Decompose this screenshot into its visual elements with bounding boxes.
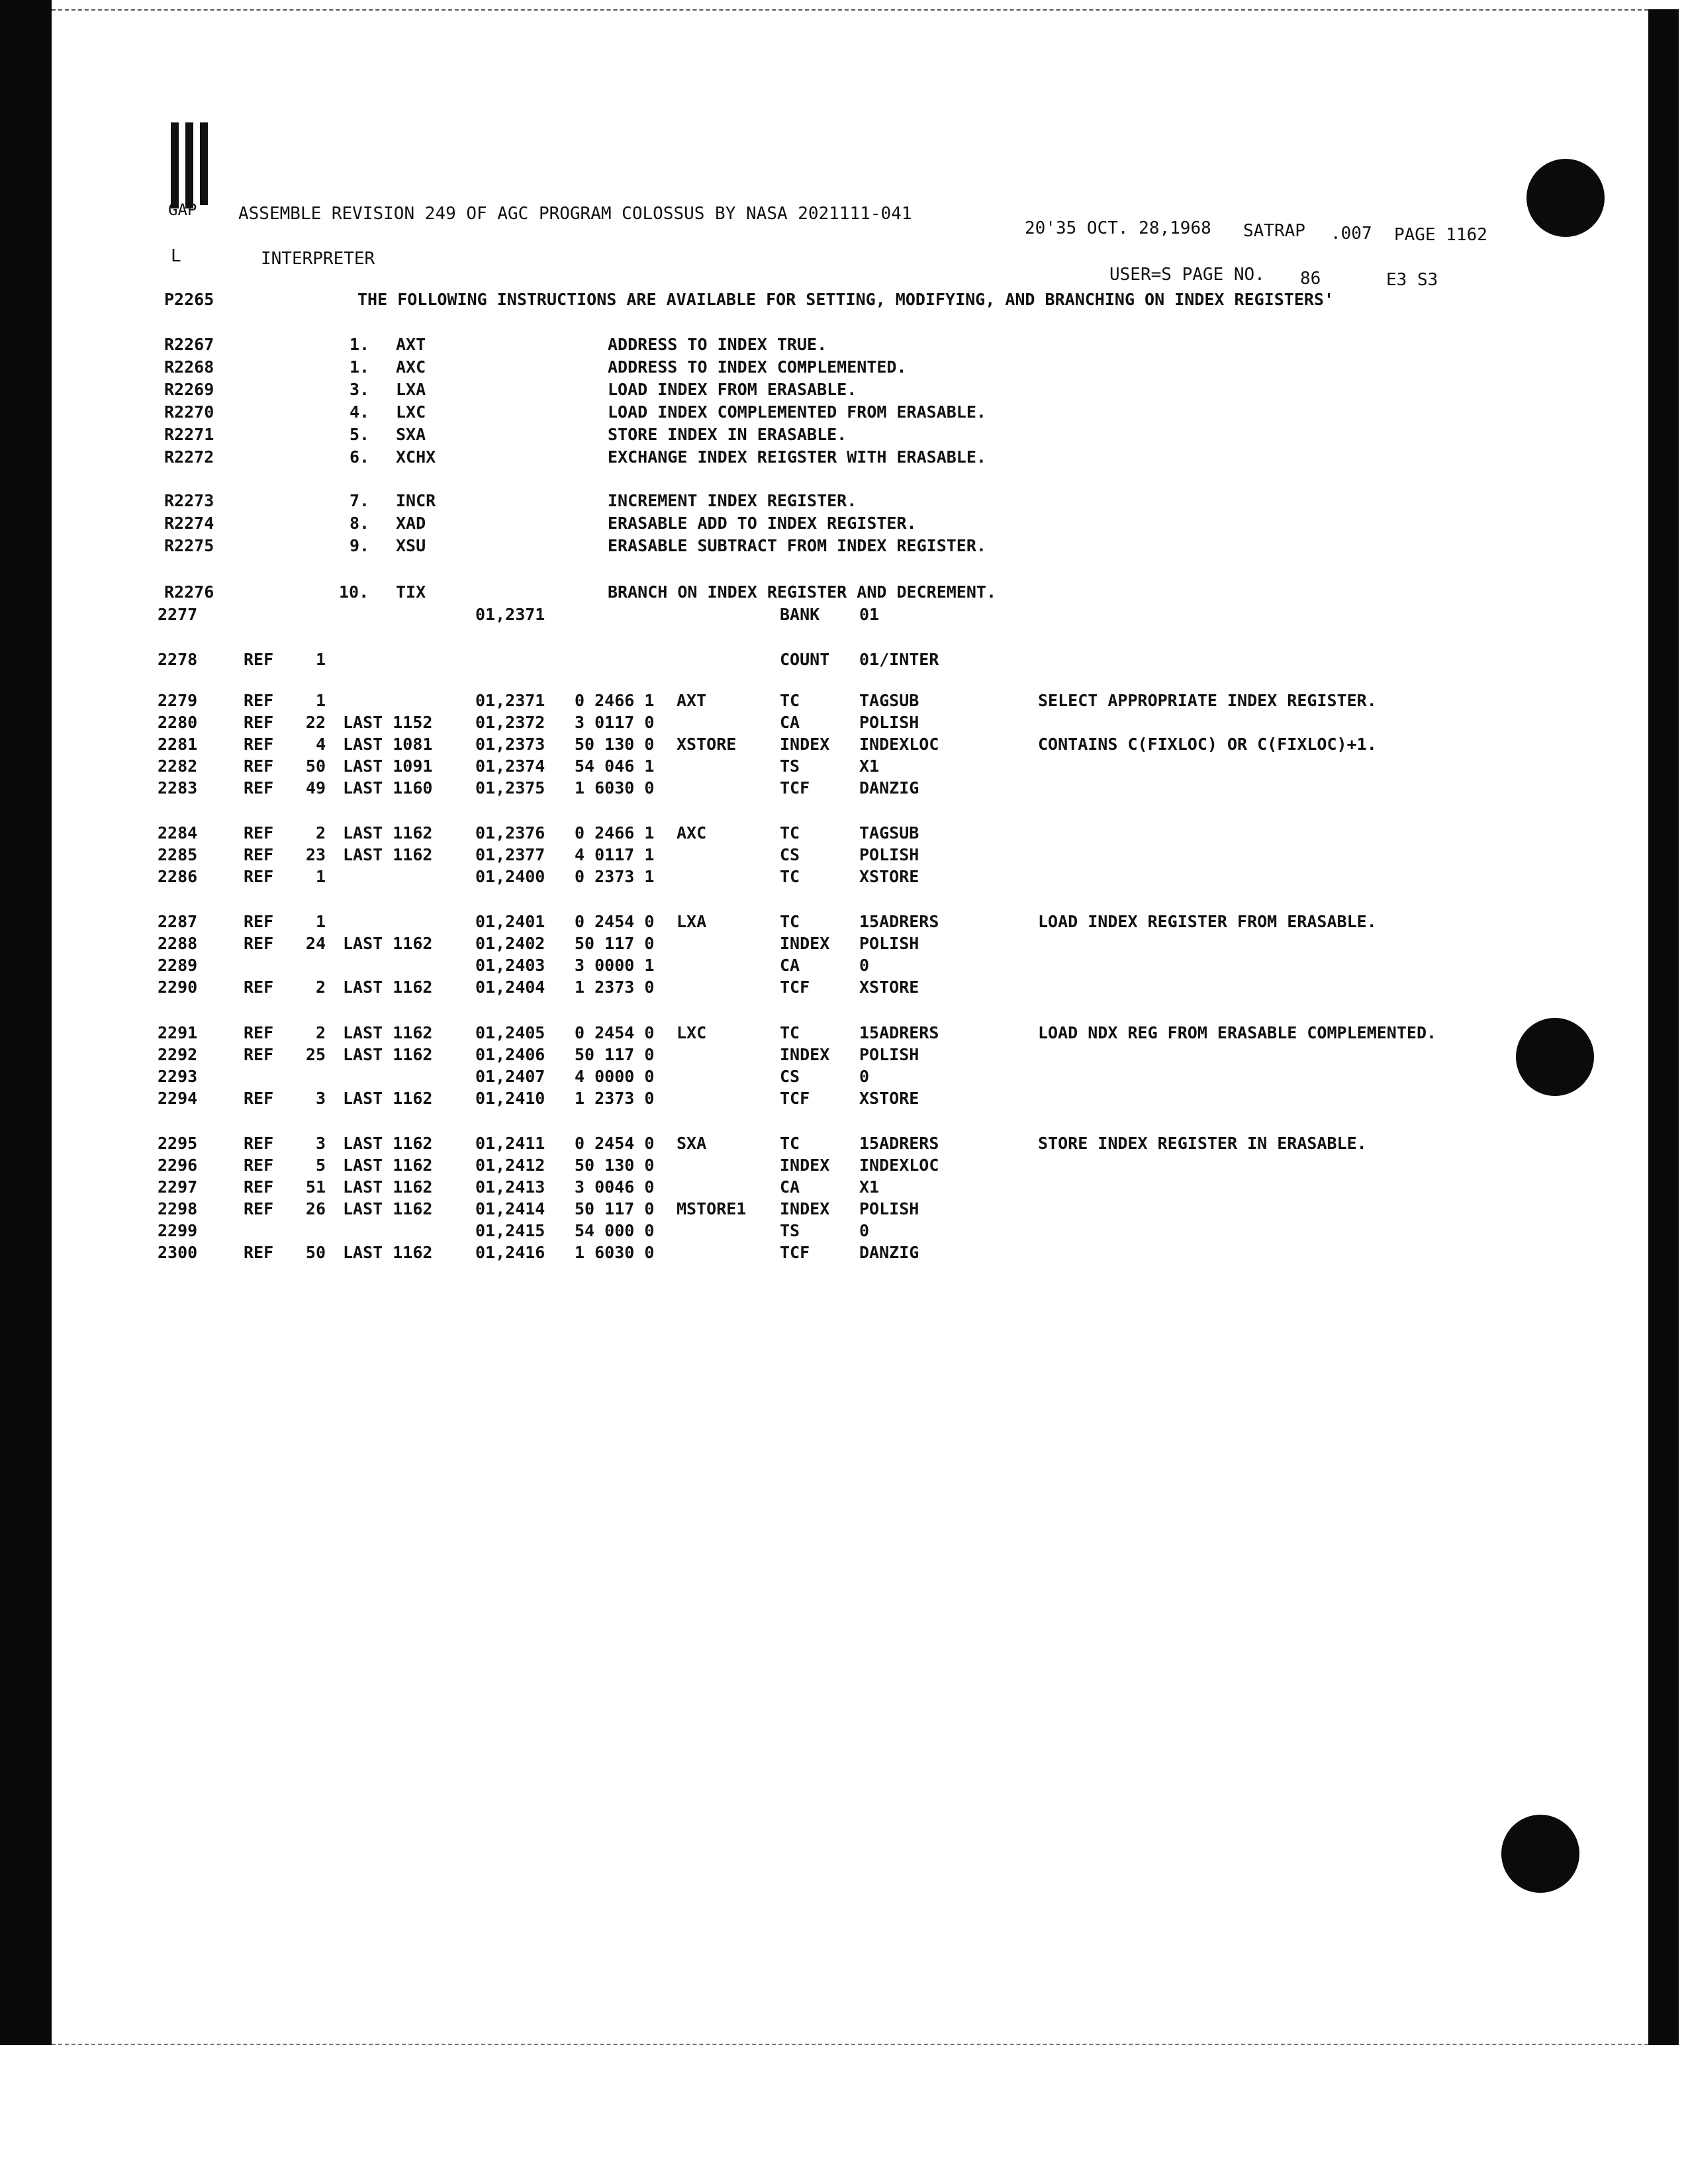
- octal-word: 4 0000 0: [575, 1067, 655, 1086]
- comment: LOAD INDEX REGISTER FROM ERASABLE.: [1038, 912, 1377, 931]
- function-item: [0, 380, 1688, 401]
- header-datetime: 20'35 OCT. 28,1968: [1025, 218, 1211, 238]
- function-name: XAD: [396, 514, 426, 533]
- ref-marker: REF: [244, 934, 274, 953]
- line-number: 2297: [158, 1177, 198, 1197]
- octal-word: 3 0046 0: [575, 1177, 655, 1197]
- line-number: 2292: [158, 1045, 198, 1064]
- symbol-label: LXC: [677, 1023, 707, 1042]
- line-number: 2298: [158, 1199, 198, 1218]
- ref-count: 2: [315, 823, 326, 842]
- operand: DANZIG: [859, 778, 919, 797]
- address: 01,2372: [475, 713, 545, 732]
- function-description: ADDRESS TO INDEX COMPLEMENTED.: [608, 357, 907, 377]
- opcode: INDEX: [780, 735, 830, 754]
- ref-count: 24: [305, 934, 326, 953]
- address: 01,2414: [475, 1199, 545, 1218]
- function-number: 1.: [350, 357, 370, 377]
- function-description: STORE INDEX IN ERASABLE.: [608, 425, 847, 444]
- last-reference: LAST 1162: [343, 1177, 433, 1197]
- opcode: TC: [780, 1134, 800, 1153]
- opcode: CS: [780, 1067, 800, 1086]
- ref-marker: REF: [244, 735, 274, 754]
- octal-word: 50 117 0: [575, 1199, 655, 1218]
- function-seq: R2272: [164, 447, 214, 467]
- line-number: 2290: [158, 978, 198, 997]
- octal-word: 50 117 0: [575, 934, 655, 953]
- users-page-label: USER=S PAGE NO.: [1109, 265, 1265, 285]
- function-seq: R2268: [164, 357, 214, 377]
- function-description: LOAD INDEX FROM ERASABLE.: [608, 380, 857, 399]
- last-reference: LAST 1162: [343, 1243, 433, 1262]
- ref-count: 2: [315, 1023, 326, 1042]
- last-reference: LAST 1162: [343, 1156, 433, 1175]
- function-description: BRANCH ON INDEX REGISTER AND DECREMENT.: [608, 582, 996, 602]
- address: 01,2376: [475, 823, 545, 842]
- function-description: EXCHANGE INDEX REIGSTER WITH ERASABLE.: [608, 447, 986, 467]
- code-row: [0, 1067, 1688, 1088]
- code-row: [0, 1177, 1688, 1199]
- function-seq: R2274: [164, 514, 214, 533]
- ref-marker: REF: [244, 1156, 274, 1175]
- ref-marker: REF: [244, 1045, 274, 1064]
- octal-word: 1 6030 0: [575, 1243, 655, 1262]
- opcode: TC: [780, 823, 800, 842]
- operand: 01/INTER: [859, 650, 939, 669]
- code-row: [0, 867, 1688, 888]
- opcode: TS: [780, 756, 800, 776]
- operand: 15ADRERS: [859, 912, 939, 931]
- octal-word: 0 2454 0: [575, 1023, 655, 1042]
- opcode: CA: [780, 956, 800, 975]
- line-number: 2277: [158, 605, 198, 624]
- function-item: [0, 425, 1688, 446]
- octal-word: 50 130 0: [575, 1156, 655, 1175]
- ref-marker: REF: [244, 1243, 274, 1262]
- operand: INDEXLOC: [859, 735, 939, 754]
- function-seq: R2269: [164, 380, 214, 399]
- page-title: ASSEMBLE REVISION 249 OF AGC PROGRAM COLOSSUS BY NASA 2021111-041: [238, 204, 912, 224]
- function-name: INCR: [396, 491, 436, 510]
- code-row: [0, 605, 1688, 626]
- ref-marker: REF: [244, 912, 274, 931]
- header-code: .007: [1331, 224, 1372, 244]
- address: 01,2413: [475, 1177, 545, 1197]
- function-number: 7.: [350, 491, 370, 510]
- last-reference: LAST 1152: [343, 713, 433, 732]
- function-item: [0, 582, 1688, 604]
- address: 01,2404: [475, 978, 545, 997]
- function-name: LXC: [396, 402, 426, 422]
- line-number: 2281: [158, 735, 198, 754]
- line-number: 2287: [158, 912, 198, 931]
- function-seq: R2270: [164, 402, 214, 422]
- function-name: XCHX: [396, 447, 436, 467]
- ref-count: 1: [315, 691, 326, 710]
- ref-count: 5: [315, 1156, 326, 1175]
- function-item: [0, 536, 1688, 557]
- operand: DANZIG: [859, 1243, 919, 1262]
- address: 01,2407: [475, 1067, 545, 1086]
- octal-word: 54 000 0: [575, 1221, 655, 1240]
- code-row: [0, 1156, 1688, 1177]
- punch-hole-bottom: [1501, 1815, 1579, 1893]
- intro-line: [0, 290, 1688, 311]
- line-number: 2289: [158, 956, 198, 975]
- function-number: 4.: [350, 402, 370, 422]
- operand: TAGSUB: [859, 691, 919, 710]
- ref-marker: REF: [244, 1134, 274, 1153]
- code-row: [0, 691, 1688, 712]
- code-row: [0, 1243, 1688, 1264]
- line-number: 2285: [158, 845, 198, 864]
- ref-marker: REF: [244, 1177, 274, 1197]
- operand: POLISH: [859, 1045, 919, 1064]
- header-satrap: SATRAP: [1243, 221, 1305, 241]
- function-number: 5.: [350, 425, 370, 444]
- code-row: [0, 1221, 1688, 1242]
- ref-marker: REF: [244, 1023, 274, 1042]
- operand: INDEXLOC: [859, 1156, 939, 1175]
- last-reference: LAST 1162: [343, 978, 433, 997]
- function-seq: R2273: [164, 491, 214, 510]
- octal-word: 3 0000 1: [575, 956, 655, 975]
- operand: POLISH: [859, 713, 919, 732]
- opcode: CA: [780, 713, 800, 732]
- code-row: [0, 713, 1688, 734]
- opcode: INDEX: [780, 934, 830, 953]
- address: 01,2374: [475, 756, 545, 776]
- ref-count: 2: [315, 978, 326, 997]
- operand: 0: [859, 1221, 870, 1240]
- opcode: TCF: [780, 1089, 810, 1108]
- opcode: BANK: [780, 605, 820, 624]
- code-row: [0, 1045, 1688, 1066]
- e3s3-label: E3 S3: [1386, 270, 1438, 290]
- function-seq: R2271: [164, 425, 214, 444]
- registration-bar: [185, 122, 193, 208]
- octal-word: 4 0117 1: [575, 845, 655, 864]
- function-description: ERASABLE SUBTRACT FROM INDEX REGISTER.: [608, 536, 986, 555]
- octal-word: 0 2454 0: [575, 1134, 655, 1153]
- line-number: 2296: [158, 1156, 198, 1175]
- address: 01,2403: [475, 956, 545, 975]
- operand: X1: [859, 1177, 880, 1197]
- last-reference: LAST 1162: [343, 1199, 433, 1218]
- comment: CONTAINS C(FIXLOC) OR C(FIXLOC)+1.: [1038, 735, 1377, 754]
- opcode: INDEX: [780, 1156, 830, 1175]
- function-number: 3.: [350, 380, 370, 399]
- address: 01,2401: [475, 912, 545, 931]
- address: 01,2415: [475, 1221, 545, 1240]
- octal-word: 0 2454 0: [575, 912, 655, 931]
- function-number: 9.: [350, 536, 370, 555]
- octal-word: 0 2373 1: [575, 867, 655, 886]
- ref-count: 26: [305, 1199, 326, 1218]
- symbol-label: AXC: [677, 823, 707, 842]
- function-number: 6.: [350, 447, 370, 467]
- ref-count: 22: [305, 713, 326, 732]
- ref-count: 3: [315, 1134, 326, 1153]
- operand: 0: [859, 1067, 870, 1086]
- octal-word: 54 046 1: [575, 756, 655, 776]
- ref-count: 1: [315, 912, 326, 931]
- octal-word: 0 2466 1: [575, 691, 655, 710]
- function-name: LXA: [396, 380, 426, 399]
- operand: 01: [859, 605, 880, 624]
- opcode: TC: [780, 912, 800, 931]
- opcode: TS: [780, 1221, 800, 1240]
- ref-count: 25: [305, 1045, 326, 1064]
- line-number: 2280: [158, 713, 198, 732]
- operand: XSTORE: [859, 867, 919, 886]
- comment: LOAD NDX REG FROM ERASABLE COMPLEMENTED.: [1038, 1023, 1437, 1042]
- line-number: 2291: [158, 1023, 198, 1042]
- operand: POLISH: [859, 1199, 919, 1218]
- ref-marker: REF: [244, 978, 274, 997]
- function-item: [0, 447, 1688, 469]
- symbol-label: SXA: [677, 1134, 707, 1153]
- opcode: TCF: [780, 978, 810, 997]
- operand: POLISH: [859, 934, 919, 953]
- punch-hole-top: [1526, 159, 1605, 237]
- operand: TAGSUB: [859, 823, 919, 842]
- octal-word: 1 2373 0: [575, 1089, 655, 1108]
- line-number: 2278: [158, 650, 198, 669]
- function-number: 10.: [339, 582, 369, 602]
- operand: 15ADRERS: [859, 1134, 939, 1153]
- function-name: AXC: [396, 357, 426, 377]
- opcode: TC: [780, 691, 800, 710]
- operand: XSTORE: [859, 1089, 919, 1108]
- comment: STORE INDEX REGISTER IN ERASABLE.: [1038, 1134, 1367, 1153]
- line-number: 2279: [158, 691, 198, 710]
- opcode: TCF: [780, 1243, 810, 1262]
- code-row: [0, 978, 1688, 999]
- scan-top-rule: [52, 9, 1648, 11]
- code-row: [0, 1134, 1688, 1155]
- registration-bar: [200, 122, 208, 205]
- last-reference: LAST 1162: [343, 1089, 433, 1108]
- code-row: [0, 1089, 1688, 1110]
- function-item: [0, 491, 1688, 512]
- ref-marker: REF: [244, 823, 274, 842]
- ref-marker: REF: [244, 691, 274, 710]
- address: 01,2373: [475, 735, 545, 754]
- code-row: [0, 912, 1688, 933]
- symbol-label: XSTORE: [677, 735, 737, 754]
- section-name: INTERPRETER: [261, 249, 375, 269]
- line-number: 2284: [158, 823, 198, 842]
- ref-count: 49: [305, 778, 326, 797]
- symbol-label: AXT: [677, 691, 707, 710]
- section-letter: L: [171, 246, 181, 266]
- ref-marker: REF: [244, 650, 274, 669]
- function-description: INCREMENT INDEX REGISTER.: [608, 491, 857, 510]
- ref-count: 23: [305, 845, 326, 864]
- intro-text: THE FOLLOWING INSTRUCTIONS ARE AVAILABLE FOR SETTING, MODIFYING, AND BRANCHING ON INDEX REGISTERS': [357, 290, 1335, 309]
- opcode: TC: [780, 1023, 800, 1042]
- code-row: [0, 735, 1688, 756]
- function-item: [0, 514, 1688, 535]
- code-row: [0, 1199, 1688, 1220]
- operand: X1: [859, 756, 880, 776]
- function-description: ADDRESS TO INDEX TRUE.: [608, 335, 827, 354]
- operand: POLISH: [859, 845, 919, 864]
- users-page-number: 86: [1300, 269, 1321, 289]
- address: 01,2377: [475, 845, 545, 864]
- line-number: 2288: [158, 934, 198, 953]
- octal-word: 0 2466 1: [575, 823, 655, 842]
- code-row: [0, 934, 1688, 955]
- code-row: [0, 756, 1688, 778]
- code-row: [0, 956, 1688, 977]
- opcode: TCF: [780, 778, 810, 797]
- last-reference: LAST 1162: [343, 934, 433, 953]
- function-seq: R2275: [164, 536, 214, 555]
- code-row: [0, 650, 1688, 671]
- ref-count: 51: [305, 1177, 326, 1197]
- code-row: [0, 823, 1688, 844]
- function-item: [0, 357, 1688, 379]
- ref-marker: REF: [244, 1089, 274, 1108]
- intro-seq: P2265: [164, 290, 214, 309]
- last-reference: LAST 1091: [343, 756, 433, 776]
- registration-bar: [171, 122, 179, 208]
- function-item: [0, 402, 1688, 424]
- line-number: 2286: [158, 867, 198, 886]
- function-item: [0, 335, 1688, 356]
- function-name: XSU: [396, 536, 426, 555]
- address: 01,2406: [475, 1045, 545, 1064]
- symbol-label: MSTORE1: [677, 1199, 747, 1218]
- page-number: PAGE 1162: [1394, 225, 1487, 245]
- line-number: 2282: [158, 756, 198, 776]
- address: 01,2416: [475, 1243, 545, 1262]
- ref-count: 50: [305, 756, 326, 776]
- operand: XSTORE: [859, 978, 919, 997]
- ref-count: 1: [315, 867, 326, 886]
- last-reference: LAST 1162: [343, 823, 433, 842]
- line-number: 2293: [158, 1067, 198, 1086]
- ref-marker: REF: [244, 778, 274, 797]
- last-reference: LAST 1162: [343, 1134, 433, 1153]
- code-row: [0, 845, 1688, 866]
- ref-count: 50: [305, 1243, 326, 1262]
- opcode: TC: [780, 867, 800, 886]
- operand: 15ADRERS: [859, 1023, 939, 1042]
- function-seq: R2276: [164, 582, 214, 602]
- symbol-label: LXA: [677, 912, 707, 931]
- last-reference: LAST 1160: [343, 778, 433, 797]
- ref-count: 1: [315, 650, 326, 669]
- function-description: ERASABLE ADD TO INDEX REGISTER.: [608, 514, 917, 533]
- last-reference: LAST 1162: [343, 1023, 433, 1042]
- address: 01,2371: [475, 605, 545, 624]
- ref-marker: REF: [244, 1199, 274, 1218]
- function-seq: R2267: [164, 335, 214, 354]
- line-number: 2283: [158, 778, 198, 797]
- function-name: AXT: [396, 335, 426, 354]
- address: 01,2400: [475, 867, 545, 886]
- address: 01,2412: [475, 1156, 545, 1175]
- function-name: SXA: [396, 425, 426, 444]
- line-number: 2295: [158, 1134, 198, 1153]
- function-description: LOAD INDEX COMPLEMENTED FROM ERASABLE.: [608, 402, 986, 422]
- opcode: CS: [780, 845, 800, 864]
- comment: SELECT APPROPRIATE INDEX REGISTER.: [1038, 691, 1377, 710]
- line-number: 2294: [158, 1089, 198, 1108]
- octal-word: 50 117 0: [575, 1045, 655, 1064]
- code-row: [0, 778, 1688, 799]
- ref-marker: REF: [244, 845, 274, 864]
- function-number: 1.: [350, 335, 370, 354]
- opcode: INDEX: [780, 1199, 830, 1218]
- ref-marker: REF: [244, 867, 274, 886]
- address: 01,2375: [475, 778, 545, 797]
- octal-word: 3 0117 0: [575, 713, 655, 732]
- ref-marker: REF: [244, 756, 274, 776]
- opcode: COUNT: [780, 650, 830, 669]
- ref-count: 4: [315, 735, 326, 754]
- address: 01,2410: [475, 1089, 545, 1108]
- octal-word: 1 2373 0: [575, 978, 655, 997]
- opcode: CA: [780, 1177, 800, 1197]
- ref-count: 3: [315, 1089, 326, 1108]
- ref-marker: REF: [244, 713, 274, 732]
- last-reference: LAST 1162: [343, 1045, 433, 1064]
- line-number: 2299: [158, 1221, 198, 1240]
- last-reference: LAST 1162: [343, 845, 433, 864]
- opcode: INDEX: [780, 1045, 830, 1064]
- scan-bottom-rule: [52, 2044, 1648, 2045]
- function-name: TIX: [396, 582, 426, 602]
- octal-word: 50 130 0: [575, 735, 655, 754]
- function-number: 8.: [350, 514, 370, 533]
- code-row: [0, 1023, 1688, 1044]
- gap-mark: GAP: [168, 201, 197, 219]
- address: 01,2405: [475, 1023, 545, 1042]
- address: 01,2371: [475, 691, 545, 710]
- octal-word: 1 6030 0: [575, 778, 655, 797]
- address: 01,2402: [475, 934, 545, 953]
- operand: 0: [859, 956, 870, 975]
- line-number: 2300: [158, 1243, 198, 1262]
- last-reference: LAST 1081: [343, 735, 433, 754]
- address: 01,2411: [475, 1134, 545, 1153]
